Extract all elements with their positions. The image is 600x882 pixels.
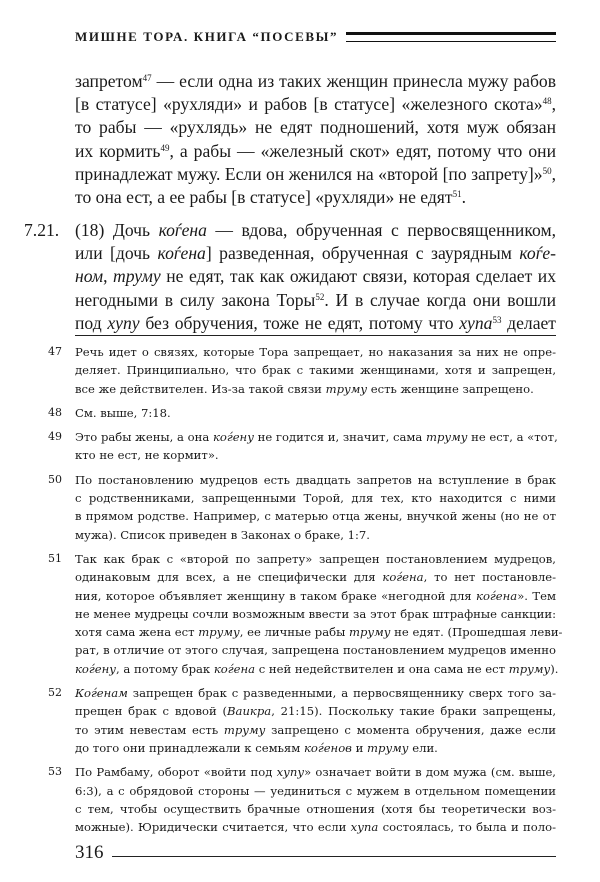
text-line bbox=[75, 361, 556, 379]
italic-term: Коѓенам bbox=[75, 686, 128, 701]
text-segment: негодными в силу закона Торы bbox=[75, 289, 316, 310]
text-line bbox=[75, 587, 556, 605]
text-line bbox=[75, 568, 556, 586]
italic-term: коѓенов bbox=[303, 740, 352, 755]
text-segment: то этим невестам есть bbox=[75, 722, 224, 737]
text-segment: Речь идет о связях, которые Тора запрещает, но наказания за них не опре- bbox=[75, 345, 556, 359]
text-segment: . bbox=[461, 187, 466, 208]
running-header-title: МИШНЕ ТОРА. КНИГА “ПОСЕВЫ” bbox=[75, 29, 339, 44]
text-segment: ели. bbox=[408, 740, 438, 755]
text-segment: и bbox=[351, 740, 368, 755]
footnote-reference[interactable]: 50 bbox=[542, 165, 552, 176]
text-segment: с ней недействителен и она сама не ест bbox=[255, 661, 509, 676]
text-line bbox=[75, 623, 563, 641]
text-segment: хотя сама жена ест bbox=[75, 625, 199, 640]
italic-term: труму bbox=[508, 661, 551, 676]
text-segment: , bbox=[103, 266, 114, 287]
footer-rule bbox=[112, 856, 557, 857]
text-segment: — если одна из таких женщин принесла мужу рабов bbox=[151, 71, 556, 91]
italic-term: хупа bbox=[459, 312, 493, 333]
italic-term: коѓену bbox=[212, 430, 254, 445]
text-segment: , а рабы — «железный скот» едят, потому что они bbox=[169, 140, 556, 161]
footnote-reference[interactable]: 53 bbox=[492, 314, 502, 325]
footnote-reference[interactable]: 51 bbox=[452, 189, 462, 200]
text-segment: » означает войти в дом мужа (см. выше, bbox=[304, 765, 556, 780]
text-line bbox=[75, 782, 556, 800]
text-segment: до того они принадлежали к семьям bbox=[75, 740, 304, 755]
text-segment: все же действителен. Из-за такой связи bbox=[75, 381, 326, 396]
text-line bbox=[75, 116, 556, 139]
text-line bbox=[75, 219, 556, 242]
footnote-number: 52 bbox=[48, 686, 62, 700]
text-segment: не менее мудрецы сочли возможным ввести за этот брак штрафные санкции: bbox=[75, 606, 556, 621]
footnote-50 bbox=[48, 471, 556, 544]
text-line bbox=[75, 507, 556, 525]
footnote-number: 48 bbox=[48, 405, 62, 419]
text-line bbox=[75, 471, 556, 489]
italic-term: хупу bbox=[276, 765, 305, 780]
text-segment: , ее личные рабы bbox=[239, 625, 350, 640]
paragraph-7-21 bbox=[24, 219, 557, 335]
text-line bbox=[75, 702, 556, 720]
italic-term: труму bbox=[367, 740, 409, 755]
italic-term: коѓена bbox=[158, 220, 207, 240]
text-line bbox=[75, 428, 556, 446]
text-segment: Так как брак с «второй по запрету» запрещен постановлением мудрецов, bbox=[75, 551, 556, 566]
footnote-48 bbox=[48, 404, 556, 422]
footnote-reference[interactable]: 47 bbox=[142, 73, 152, 83]
text-segment: По Рамбаму, оборот «войти под bbox=[75, 765, 277, 780]
text-line bbox=[75, 550, 556, 568]
text-line bbox=[75, 186, 556, 209]
text-segment: ). bbox=[550, 661, 559, 676]
text-line bbox=[75, 818, 556, 836]
footnote-number: 49 bbox=[48, 430, 62, 444]
text-segment: есть женщине запрещено. bbox=[367, 381, 534, 396]
text-line bbox=[75, 641, 556, 659]
text-line bbox=[75, 265, 556, 288]
text-line bbox=[75, 312, 556, 335]
text-segment: ния, которое объявляет женщину в таком браке «негодной для bbox=[75, 588, 477, 603]
text-segment: — вдова, обрученная с первосвященником, bbox=[206, 220, 556, 240]
italic-term: коѓена bbox=[213, 661, 256, 676]
footnote-47 bbox=[48, 343, 556, 398]
page-footer bbox=[75, 842, 556, 864]
text-segment: не годится и, значит, сама bbox=[253, 430, 426, 445]
text-segment: делает bbox=[501, 312, 556, 333]
text-line bbox=[75, 404, 556, 422]
text-segment: , bbox=[551, 163, 556, 184]
text-segment: (18) Дочь bbox=[75, 220, 159, 240]
text-segment: принадлежат мужу. Если он женился на «второй [по запрету]» bbox=[75, 163, 543, 184]
italic-term: коѓена bbox=[157, 243, 206, 264]
page-number: 316 bbox=[75, 842, 104, 863]
text-line bbox=[75, 721, 556, 739]
italic-term: труму bbox=[198, 625, 240, 640]
text-line bbox=[75, 140, 556, 163]
text-segment: деляет. Принципиально, что брак с такими женщинами, хотя и запрещен, bbox=[75, 363, 556, 378]
footnote-reference[interactable]: 48 bbox=[542, 96, 552, 107]
text-line bbox=[75, 163, 556, 186]
text-segment: не ест, а «тот, bbox=[467, 430, 558, 445]
text-segment: запрещен брак с разведенными, а первосвященнику сверх того за- bbox=[127, 686, 556, 701]
italic-term: хупу bbox=[107, 312, 140, 333]
text-segment: , bbox=[551, 94, 556, 115]
text-line bbox=[75, 489, 556, 507]
text-segment: , а потому брак bbox=[116, 661, 214, 676]
text-line bbox=[75, 289, 556, 312]
italic-term: труму bbox=[325, 381, 368, 396]
text-segment: ] разведенная, обрученная с заурядным bbox=[205, 243, 520, 264]
text-segment: их кормить bbox=[75, 140, 161, 161]
footnote-51 bbox=[48, 550, 563, 678]
footnote-number: 51 bbox=[48, 551, 62, 565]
text-line bbox=[75, 343, 556, 361]
italic-term: хупа bbox=[350, 820, 379, 835]
text-segment: ». Тем bbox=[517, 588, 557, 603]
text-line bbox=[75, 763, 556, 781]
text-segment: По постановлению мудрецов есть двадцать запретов на вступление в брак bbox=[75, 472, 556, 487]
text-segment: можные). Юридически считается, что если bbox=[75, 820, 351, 835]
text-segment: мужа). Список приведен в Законах о браке, 1:7. bbox=[75, 527, 370, 542]
text-segment: прещен брак с вдовой ( bbox=[75, 704, 228, 719]
italic-term: коѓена bbox=[476, 588, 518, 603]
italic-term: труму bbox=[113, 266, 161, 287]
footnote-49 bbox=[48, 428, 558, 465]
text-segment: то рабы — «рухлядь» не едят подношений, хотя муж обязан bbox=[75, 117, 556, 138]
text-segment: 6:3), а с обрядовой стороны — уединиться с мужем в отдельном помещении bbox=[75, 783, 556, 798]
text-segment: с тем, чтобы осуществить брачные отношения (хотя бы теоретически воз- bbox=[75, 801, 556, 816]
italic-term: Ваикра bbox=[227, 704, 272, 719]
text-line bbox=[75, 70, 556, 93]
text-segment: не едят. (Прошедшая леви- bbox=[390, 625, 563, 640]
text-segment: Это рабы жены, а она bbox=[75, 430, 213, 445]
running-header bbox=[75, 29, 556, 45]
text-line bbox=[75, 605, 556, 623]
text-segment: рат, в отличие от этого случая, запрещена постановлением мудрецов именно bbox=[75, 643, 556, 658]
text-line bbox=[75, 800, 556, 818]
italic-term: труму bbox=[349, 625, 391, 640]
text-segment: одинаковым для всех, а не специфически для bbox=[75, 570, 383, 585]
text-line bbox=[75, 684, 556, 702]
text-segment: См. выше, 7:18. bbox=[75, 405, 171, 420]
italic-term: труму bbox=[425, 430, 468, 445]
footnote-number: 47 bbox=[48, 345, 62, 358]
footnote-separator bbox=[75, 335, 556, 336]
text-segment: или [дочь bbox=[75, 243, 158, 264]
footnote-number: 53 bbox=[48, 765, 62, 779]
italic-term: ном bbox=[75, 266, 104, 287]
text-segment: под bbox=[75, 312, 108, 333]
text-line bbox=[75, 380, 556, 398]
text-segment: запрещено с момента обручения, даже если bbox=[265, 722, 557, 737]
text-segment: . И в случае когда они вошли bbox=[324, 289, 556, 310]
text-segment: в прямом родстве. Например, с матерью отца жены, внучкой жены (но не от bbox=[75, 509, 556, 524]
text-line bbox=[75, 93, 556, 116]
text-segment: [в статусе] «рухляди» и рабов [в статусе] «железного скота» bbox=[75, 94, 543, 115]
italic-term: коѓе- bbox=[519, 243, 557, 264]
text-segment: , 21:15). Поскольку такие браки запрещены, bbox=[271, 704, 557, 719]
italic-term: коѓену bbox=[75, 661, 116, 676]
paragraph-number: 7.21. bbox=[24, 220, 60, 240]
footnote-reference[interactable]: 52 bbox=[315, 291, 325, 302]
text-line bbox=[75, 660, 559, 678]
text-line bbox=[75, 739, 556, 757]
text-segment: с родственниками, запрещенными Торой, для тех, кто находится с ними bbox=[75, 491, 556, 506]
text-segment: без обручения, тоже не едят, потому что bbox=[139, 312, 460, 333]
text-line bbox=[75, 526, 556, 544]
text-segment: кто не ест, не кормит». bbox=[75, 448, 219, 463]
paragraph-7-21-body bbox=[75, 219, 556, 335]
footnote-number: 50 bbox=[48, 472, 62, 486]
footnotes bbox=[48, 343, 563, 842]
text-segment: состоялась, то была и поло- bbox=[378, 820, 556, 835]
main-text-paragraph bbox=[75, 70, 556, 209]
header-rule bbox=[346, 32, 556, 42]
italic-term: коѓена bbox=[382, 570, 424, 585]
text-segment: не едят, так как ожидают связи, которая сделает их bbox=[160, 266, 556, 287]
italic-term: труму bbox=[223, 722, 266, 737]
text-line bbox=[75, 446, 556, 464]
footnote-reference[interactable]: 49 bbox=[160, 142, 170, 153]
text-segment: то она ест, а ее рабы [в статусе] «рухляди» не едят bbox=[75, 187, 453, 208]
text-segment: , то нет постановле- bbox=[423, 570, 556, 585]
footnote-53 bbox=[48, 763, 556, 836]
text-line bbox=[75, 242, 556, 265]
text-segment: запретом bbox=[75, 71, 143, 91]
footnote-52 bbox=[48, 684, 557, 757]
